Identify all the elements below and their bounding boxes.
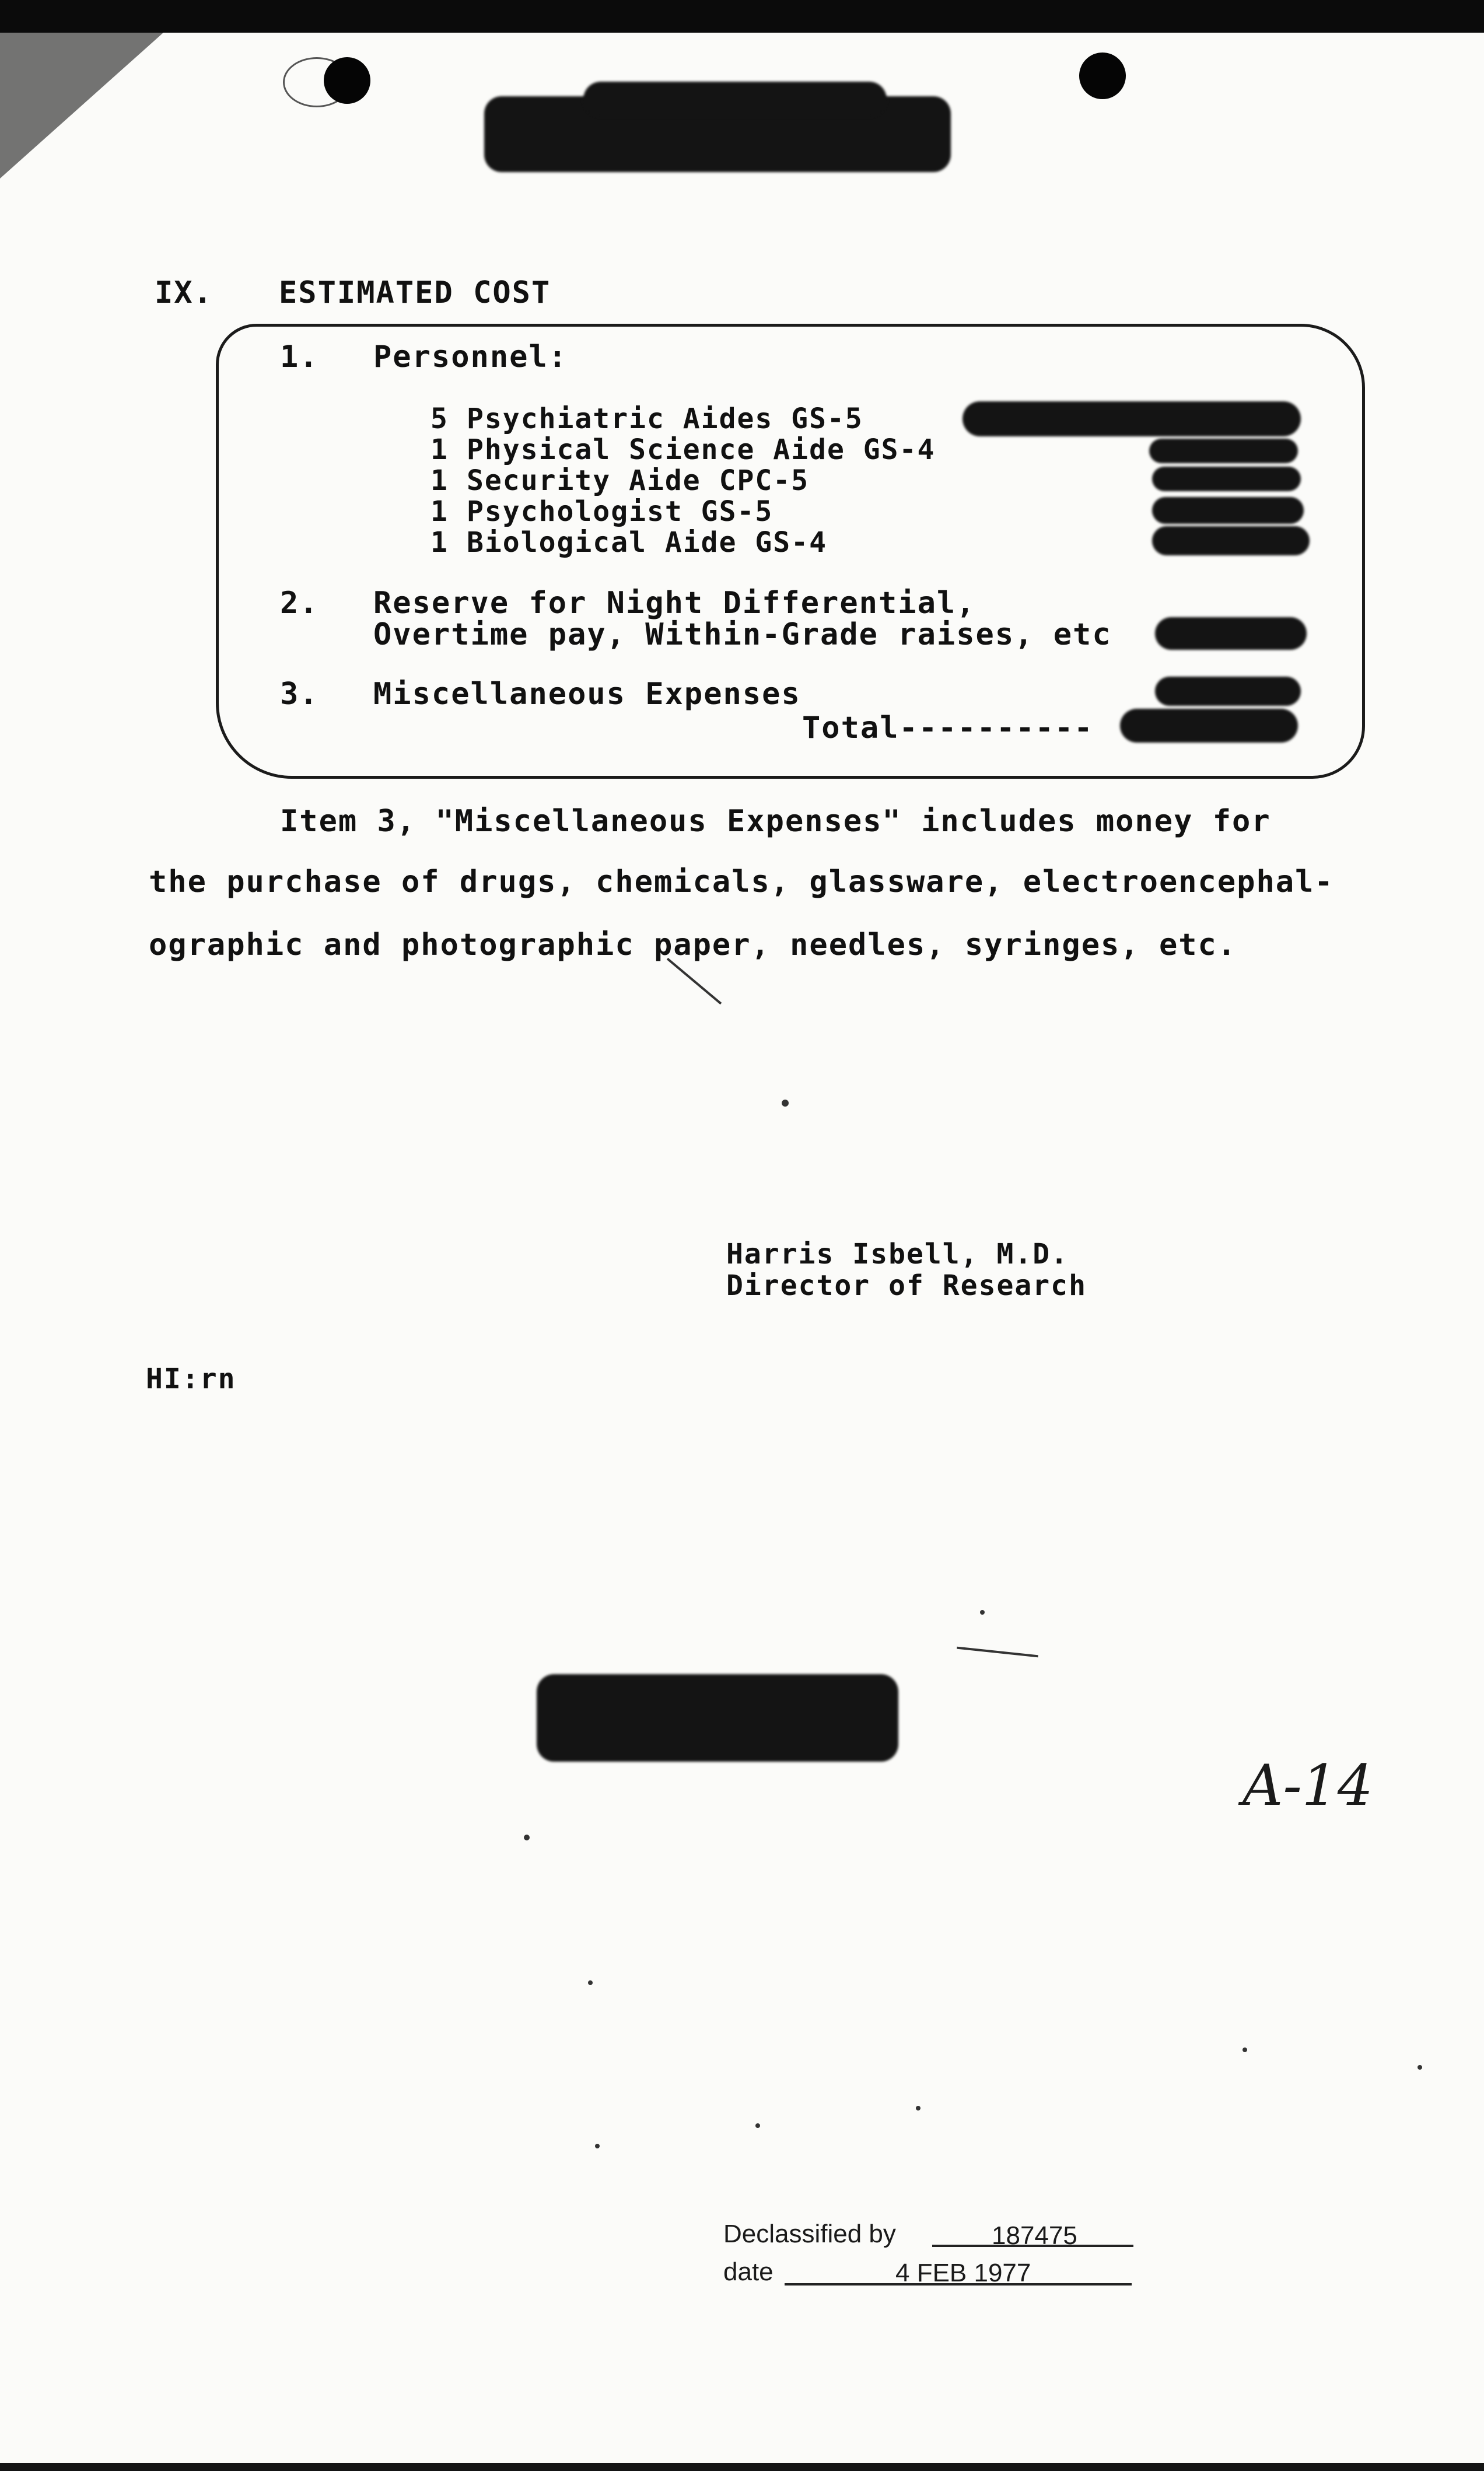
item-1-label: Personnel: xyxy=(373,340,568,374)
redaction-header-2 xyxy=(583,82,887,117)
page-mark-handwritten: A-14 xyxy=(1242,1753,1373,1818)
redaction-amount xyxy=(1155,617,1307,650)
paragraph-line-1: Item 3, "Miscellaneous Expenses" includes money for xyxy=(280,804,1271,839)
position-title: Biological Aide GS-4 xyxy=(467,526,827,559)
punch-hole-right xyxy=(1079,52,1126,99)
section-title: ESTIMATED COST xyxy=(279,275,551,310)
paragraph-line-3: ographic and photographic paper, needles, syringes, etc. xyxy=(149,928,1237,963)
position-count: 1 xyxy=(430,526,449,559)
section-number: IX. xyxy=(155,275,213,310)
punch-hole-left xyxy=(324,57,370,104)
redaction-amount xyxy=(1152,497,1304,524)
declassified-by-value: 187475 xyxy=(992,2221,1077,2250)
item-3-number: 3. xyxy=(280,677,319,712)
redaction-amount xyxy=(1155,677,1301,706)
item-2-label-line1: Reserve for Night Differential, xyxy=(373,586,976,621)
total-label: Total---------- xyxy=(802,710,1094,746)
declassified-date-value: 4 FEB 1977 xyxy=(895,2259,1031,2287)
scan-top-edge xyxy=(0,0,1484,33)
redaction-amount xyxy=(1152,467,1301,491)
redaction-footer xyxy=(537,1674,898,1762)
declassified-by-label: Declassified by xyxy=(723,2220,896,2248)
scan-bottom-edge xyxy=(0,2463,1484,2471)
item-2-label-line2: Overtime pay, Within-Grade raises, etc xyxy=(373,617,1112,652)
scan-corner-shadow xyxy=(0,33,163,178)
position-title: Psychiatric Aides GS-5 xyxy=(467,402,863,435)
item-3-label: Miscellaneous Expenses xyxy=(373,677,801,712)
position-count: 5 xyxy=(430,402,449,435)
typist-initials: HI:rn xyxy=(146,1363,236,1395)
position-count: 1 xyxy=(430,495,449,528)
paragraph-line-2: the purchase of drugs, chemicals, glassware, electroencephal- xyxy=(149,864,1334,900)
declassified-date-label: date xyxy=(723,2258,774,2286)
item-1-number: 1. xyxy=(280,340,319,374)
redaction-amount xyxy=(1152,526,1310,555)
position-count: 1 xyxy=(430,433,449,466)
signature-title: Director of Research xyxy=(726,1269,1087,1302)
redaction-amount xyxy=(1149,439,1298,463)
position-title: Physical Science Aide GS-4 xyxy=(467,433,936,466)
redaction-total xyxy=(1120,709,1298,743)
signature-name: Harris Isbell, M.D. xyxy=(726,1238,1069,1270)
position-title: Security Aide CPC-5 xyxy=(467,464,810,497)
position-count: 1 xyxy=(430,464,449,497)
position-title: Psychologist GS-5 xyxy=(467,495,774,528)
item-2-number: 2. xyxy=(280,586,319,621)
redaction-amount xyxy=(963,401,1301,436)
